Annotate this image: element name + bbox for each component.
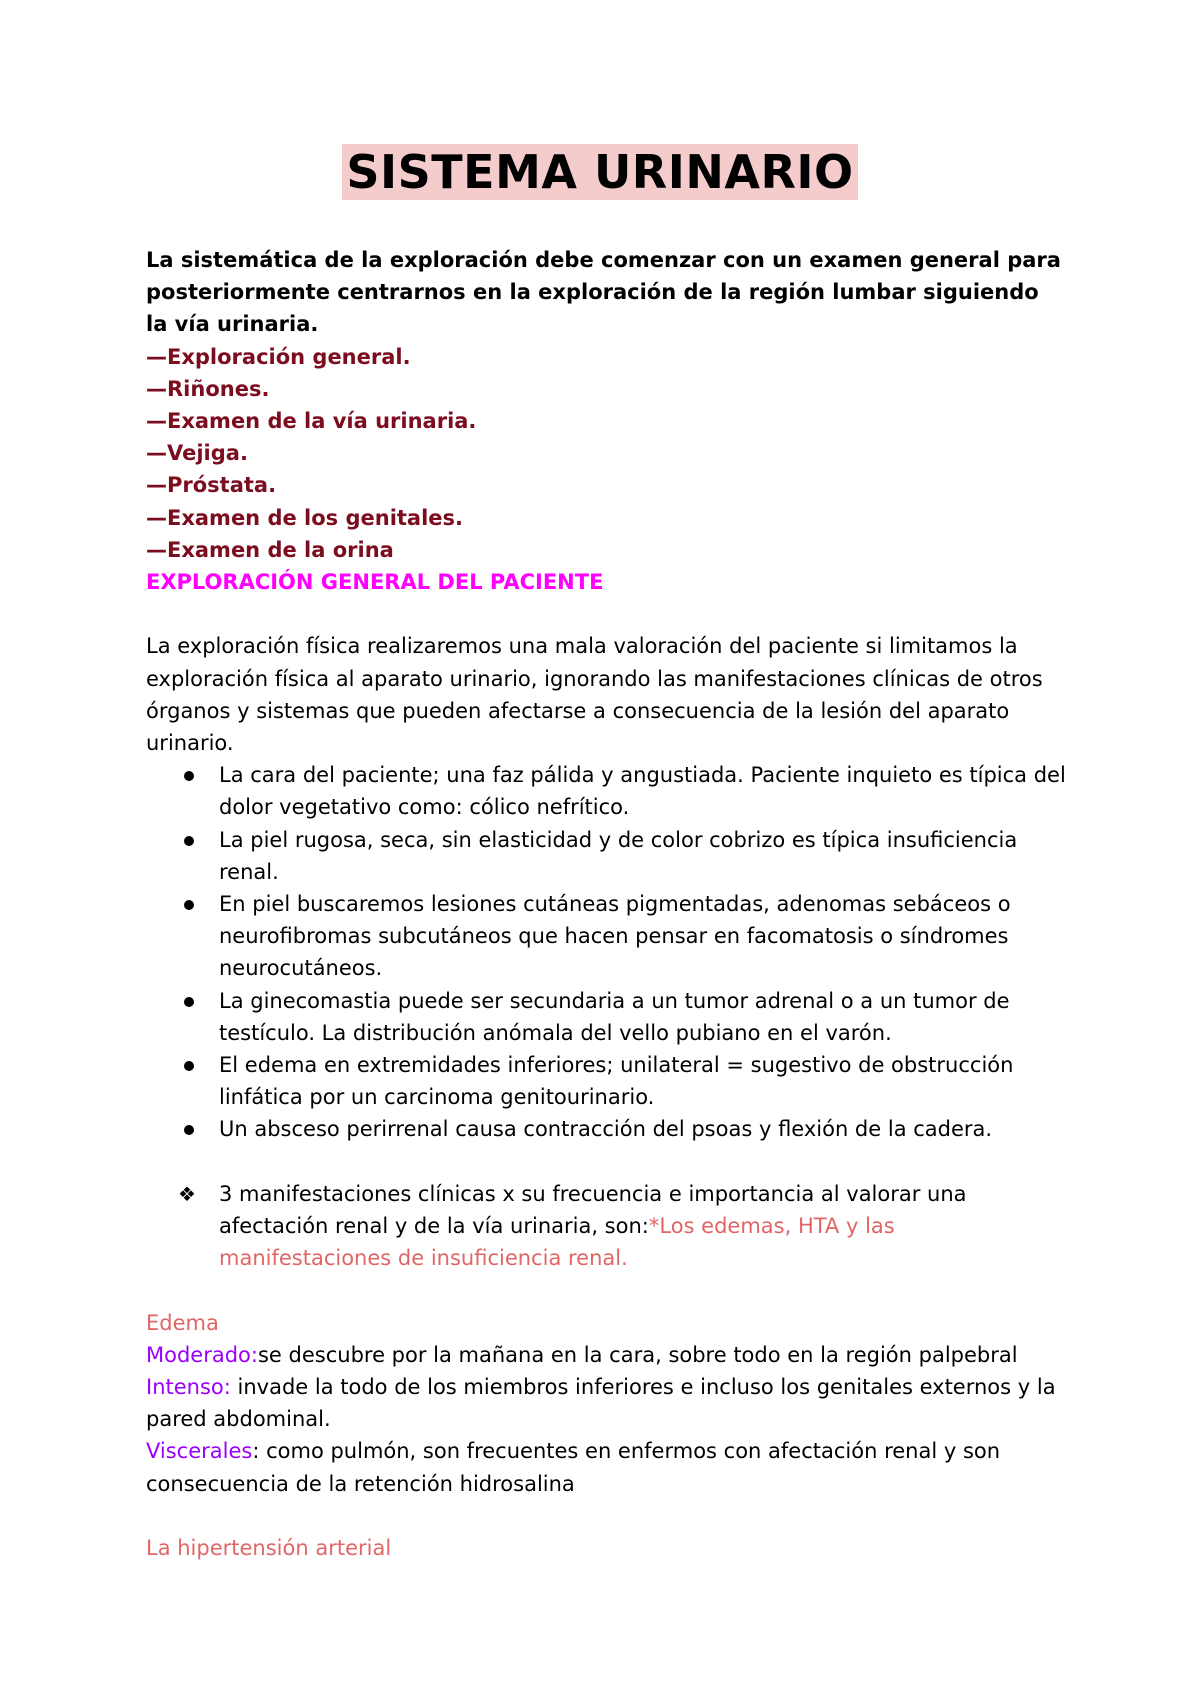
spacer [146, 1274, 1066, 1306]
outline-item: —Examen de los genitales. [146, 505, 464, 530]
list-item [146, 985, 1066, 1049]
edema-viscerales [146, 1435, 1066, 1499]
bullet-dot-icon [184, 1125, 194, 1135]
list-item-text: La ginecomastia puede ser secundaria a un tumor adrenal o a un tumor de testículo. La distribución anómala del vello pubiano en el varón. [219, 988, 1010, 1045]
list-item [146, 824, 1066, 888]
spacer [146, 1146, 1066, 1178]
spacer [146, 1500, 1066, 1532]
document-body [146, 244, 1066, 1564]
list-item-text: La cara del paciente; una faz pálida y angustiada. Paciente inquieto es típica del dolor vegetativo como: cólico nefrítico. [219, 763, 1066, 820]
list-item [146, 888, 1066, 985]
list-item-text: Un absceso perirrenal causa contracción del psoas y flexión de la cadera. [219, 1117, 993, 1142]
page-title: SISTEMA URINARIO [342, 144, 857, 200]
edema-moderado [146, 1339, 1066, 1371]
list-item [146, 1049, 1066, 1113]
bullet-dot-icon [184, 900, 194, 910]
viscerales-text: : como pulmón, son frecuentes en enfermos con afectación renal y son consecuencia de la retención hidrosalina [146, 1439, 1001, 1496]
outline-item: —Examen de la vía urinaria. [146, 409, 477, 434]
manifestations-text: 3 manifestaciones clínicas x su frecuencia e importancia al valorar una afectación renal y de la vía urinaria, son: [219, 1181, 967, 1239]
viscerales-label: Viscerales [146, 1439, 253, 1464]
outline-item: —Riñones. [146, 376, 270, 401]
outline-item: —Examen de la orina [146, 537, 394, 562]
bullet-dot-icon [184, 771, 194, 781]
section-heading: EXPLORACIÓN GENERAL DEL PACIENTE [146, 570, 604, 595]
moderado-text: se descubre por la mañana en la cara, sobre todo en la región palpebral [257, 1342, 1018, 1367]
exploration-outline [146, 341, 1066, 566]
intro-paragraph: La sistemática de la exploración debe comenzar con un examen general para posteriormente centrarnos en la exploración de la región lumbar siguiendo la vía urinaria. [146, 248, 1061, 337]
list-item-text: El edema en extremidades inferiores; unilateral = sugestivo de obstrucción linfática por un carcinoma genitourinario. [219, 1053, 1014, 1110]
moderado-label: Moderado: [146, 1342, 258, 1367]
intenso-label: Intenso: [146, 1375, 231, 1400]
list-item-text: La piel rugosa, seca, sin elasticidad y de color cobrizo es típica insuficiencia renal. [219, 827, 1018, 884]
list-item-text: En piel buscaremos lesiones cutáneas pigmentadas, adenomas sebáceos o neurofibromas subcutáneos que hacen pensar en facomatosis o síndromes neurocutáneos. [219, 892, 1011, 981]
spacer [146, 598, 1066, 630]
manifestations-item [146, 1178, 1066, 1275]
bullet-dot-icon [184, 1061, 194, 1071]
edema-heading: Edema [146, 1310, 219, 1335]
title-wrap [0, 144, 1200, 200]
diamond-bullet-icon: ❖ [178, 1181, 196, 1206]
general-exploration-paragraph: La exploración física realizaremos una mala valoración del paciente si limitamos la exploración física al aparato urinario, ignorando las manifestaciones clínicas de otros órganos y sistemas que pueden afectarse a consecuencia de la lesión del aparato urinario. [146, 634, 1043, 756]
bullet-dot-icon [184, 836, 194, 846]
outline-item: —Exploración general. [146, 344, 411, 369]
manifestations-highlight: *Los edemas, HTA y las manifestaciones de insuficiencia renal. [219, 1214, 895, 1271]
hipertension-heading: La hipertensión arterial [146, 1536, 392, 1561]
edema-intenso [146, 1371, 1066, 1435]
outline-item: —Vejiga. [146, 441, 248, 466]
list-item [146, 1113, 1066, 1145]
bullet-dot-icon [184, 997, 194, 1007]
findings-list [146, 759, 1066, 1145]
outline-item: —Próstata. [146, 473, 277, 498]
list-item [146, 759, 1066, 823]
intenso-text: invade la todo de los miembros inferiores e incluso los genitales externos y la pared abdominal. [146, 1375, 1056, 1432]
